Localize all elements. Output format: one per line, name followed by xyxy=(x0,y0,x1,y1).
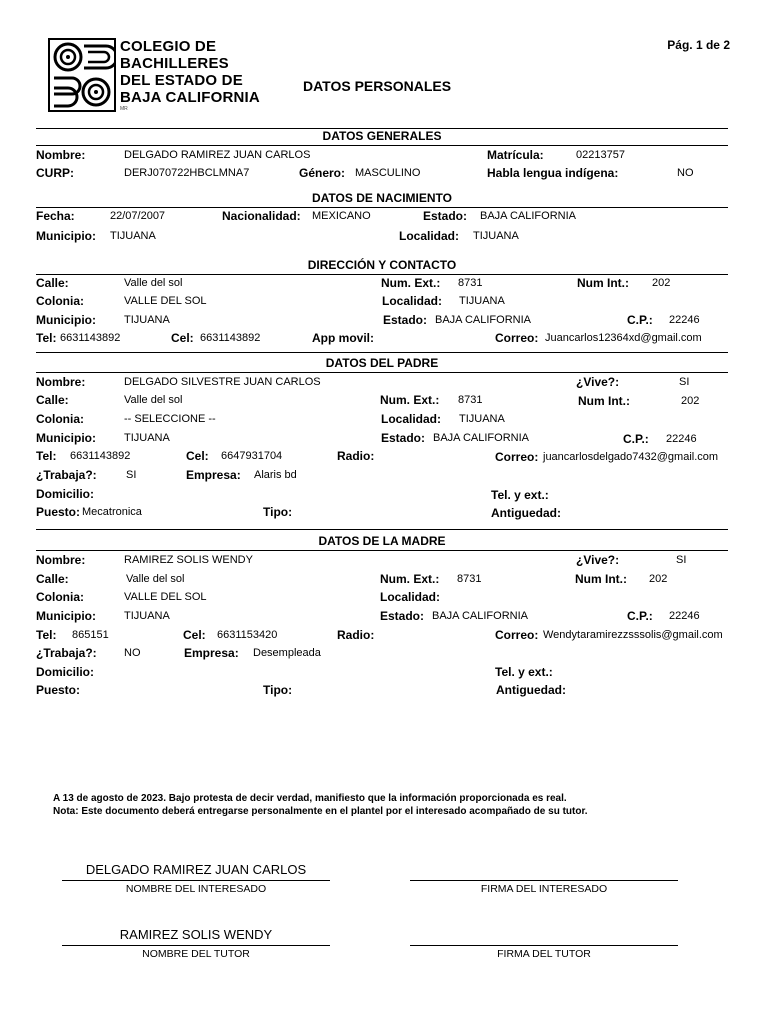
field-label: Tel: xyxy=(36,331,57,345)
section-datos-madre: DATOS DE LA MADRE xyxy=(318,534,446,548)
field-label: Estado: xyxy=(381,431,426,445)
interesado-caption: NOMBRE DEL INTERESADO xyxy=(125,883,267,895)
padre-localidad-value: TIJUANA xyxy=(459,413,505,425)
divider xyxy=(36,207,728,208)
genero-value: MASCULINO xyxy=(355,167,421,179)
madre-tel-value: 865151 xyxy=(72,629,109,641)
padre-calle-value: Valle del sol xyxy=(124,394,183,406)
field-label: Num Int.: xyxy=(577,276,629,290)
interesado-name: DELGADO RAMIREZ JUAN CARLOS xyxy=(85,862,307,877)
field-label: ¿Vive?: xyxy=(576,553,620,567)
field-label: Género: xyxy=(299,166,346,180)
municipio-value: TIJUANA xyxy=(124,314,170,326)
section-datos-nacimiento: DATOS DE NACIMIENTO xyxy=(311,191,452,205)
field-label: Habla lengua indígena: xyxy=(487,166,619,180)
padre-trabaja-value: SI xyxy=(126,469,137,481)
padre-cp-value: 22246 xyxy=(666,433,697,445)
madre-cp-value: 22246 xyxy=(669,610,700,622)
madre-cel-value: 6631153420 xyxy=(217,629,278,641)
logo-trademark: MR xyxy=(120,106,128,112)
madre-correo-value: Wendytaramirezzsssolis@gmail.com xyxy=(543,629,723,641)
padre-empresa-value: Alaris bd xyxy=(254,469,297,481)
field-label: Estado: xyxy=(423,209,468,223)
padre-puesto-value: Mecatronica xyxy=(82,506,142,518)
field-label: Calle: xyxy=(36,276,69,290)
field-label: Puesto: xyxy=(36,683,81,697)
madre-colonia-value: VALLE DEL SOL xyxy=(124,591,207,603)
madre-municipio-value: TIJUANA xyxy=(124,610,170,622)
field-label: Num Int.: xyxy=(578,394,630,408)
madre-numint-value: 202 xyxy=(649,573,668,585)
divider xyxy=(36,274,728,275)
firma-interesado-caption: FIRMA DEL INTERESADO xyxy=(480,883,608,895)
signature-line xyxy=(62,945,330,946)
field-label: Antiguedad: xyxy=(491,506,561,520)
field-label: ¿Trabaja?: xyxy=(36,468,97,482)
padre-municipio-value: TIJUANA xyxy=(124,432,170,444)
field-label: Colonia: xyxy=(36,590,84,604)
divider xyxy=(36,372,728,373)
municipio-value: TIJUANA xyxy=(110,230,156,242)
field-label: Tipo: xyxy=(263,505,293,519)
field-label: Domicilio: xyxy=(36,487,95,501)
page-title: DATOS PERSONALES xyxy=(303,78,452,94)
field-label: Correo: xyxy=(495,450,539,464)
divider xyxy=(36,550,728,551)
field-label: Tel: xyxy=(36,628,57,642)
field-label: Nacionalidad: xyxy=(222,209,301,223)
divider xyxy=(36,529,728,530)
field-label: ¿Vive?: xyxy=(576,375,620,389)
field-label: Estado: xyxy=(383,313,428,327)
madre-trabaja-value: NO xyxy=(124,647,141,659)
field-label: Estado: xyxy=(380,609,425,623)
school-logo xyxy=(48,38,268,114)
colonia-value: VALLE DEL SOL xyxy=(124,295,207,307)
divider xyxy=(36,352,728,353)
curp-value: DERJ070722HBCLMNA7 xyxy=(124,167,250,179)
page-number: Pág. 1 de 2 xyxy=(667,38,730,52)
padre-colonia-value: -- SELECCIONE -- xyxy=(124,413,216,425)
section-direccion-contacto: DIRECCIÓN Y CONTACTO xyxy=(307,258,457,272)
padre-vive-value: SI xyxy=(679,376,690,388)
field-label: Puesto: xyxy=(36,505,81,519)
logo-line-1: COLEGIO DE xyxy=(120,38,217,55)
field-label: Cel: xyxy=(171,331,194,345)
tutor-caption: NOMBRE DEL TUTOR xyxy=(142,948,250,960)
field-label: Localidad: xyxy=(399,229,460,243)
numext-value: 8731 xyxy=(458,277,483,289)
field-label: Calle: xyxy=(36,572,69,586)
field-label: Num. Ext.: xyxy=(380,572,440,586)
declaration-text: A 13 de agosto de 2023. Bajo protesta de decir verdad, manifiesto que la información proporcionada es real. xyxy=(53,793,567,804)
field-label: Colonia: xyxy=(36,412,84,426)
madre-name: RAMIREZ SOLIS WENDY xyxy=(124,554,253,566)
nacionalidad-value: MEXICANO xyxy=(312,210,371,222)
padre-numint-value: 202 xyxy=(681,395,700,407)
madre-numext-value: 8731 xyxy=(457,573,482,585)
field-label: Num Int.: xyxy=(575,572,627,586)
field-label: Num. Ext.: xyxy=(380,393,440,407)
section-datos-generales: DATOS GENERALES xyxy=(322,129,442,143)
tel-value: 6631143892 xyxy=(60,332,121,344)
localidad-value: TIJUANA xyxy=(459,295,505,307)
field-label: CURP: xyxy=(36,166,74,180)
cp-value: 22246 xyxy=(669,314,700,326)
field-label: Localidad: xyxy=(381,412,442,426)
field-label: Num. Ext.: xyxy=(381,276,441,290)
fecha-value: 22/07/2007 xyxy=(110,210,166,222)
estado-value: BAJA CALIFORNIA xyxy=(480,210,576,222)
signature-line xyxy=(62,880,330,881)
field-label: Tel. y ext.: xyxy=(491,488,549,502)
estado-value: BAJA CALIFORNIA xyxy=(435,314,531,326)
logo-line-4: BAJA CALIFORNIA xyxy=(120,89,260,106)
padre-estado-value: BAJA CALIFORNIA xyxy=(433,432,529,444)
field-label: Localidad: xyxy=(382,294,443,308)
field-label: Empresa: xyxy=(186,468,241,482)
field-label: C.P.: xyxy=(627,313,653,327)
note-text: Nota: Este documento deberá entregarse personalmente en el plantel por el interesado acompañado de su tutor. xyxy=(53,806,588,817)
matricula-value: 02213757 xyxy=(576,149,625,161)
field-label: Tel. y ext.: xyxy=(495,665,553,679)
madre-calle-value: Valle del sol xyxy=(126,573,185,585)
school-logo-mark xyxy=(48,38,116,114)
field-label: Correo: xyxy=(495,331,539,345)
field-label: Municipio: xyxy=(36,229,96,243)
signature-line xyxy=(410,945,678,946)
field-label: Nombre: xyxy=(36,375,86,389)
field-label: App movil: xyxy=(312,331,374,345)
field-label: Localidad: xyxy=(380,590,441,604)
firma-tutor-caption: FIRMA DEL TUTOR xyxy=(497,948,591,960)
field-label: Radio: xyxy=(337,449,375,463)
madre-empresa-value: Desempleada xyxy=(253,647,321,659)
field-label: Cel: xyxy=(183,628,206,642)
field-label: Cel: xyxy=(186,449,209,463)
signature-line xyxy=(410,880,678,881)
field-label: Matrícula: xyxy=(487,148,544,162)
field-label: Correo: xyxy=(495,628,539,642)
logo-line-3: DEL ESTADO DE xyxy=(120,72,243,89)
field-label: C.P.: xyxy=(627,609,653,623)
tutor-name: RAMIREZ SOLIS WENDY xyxy=(119,927,273,942)
field-label: Nombre: xyxy=(36,553,86,567)
field-label: Nombre: xyxy=(36,148,86,162)
padre-name: DELGADO SILVESTRE JUAN CARLOS xyxy=(124,376,321,388)
field-label: Antiguedad: xyxy=(496,683,566,697)
padre-correo-value: juancarlosdelgado7432@gmail.com xyxy=(543,451,719,463)
field-label: Tel: xyxy=(36,449,57,463)
correo-value: Juancarlos12364xd@gmail.com xyxy=(545,332,702,344)
localidad-value: TIJUANA xyxy=(473,230,519,242)
field-label: Domicilio: xyxy=(36,665,95,679)
padre-numext-value: 8731 xyxy=(458,394,483,406)
cel-value: 6631143892 xyxy=(200,332,261,344)
field-label: Municipio: xyxy=(36,431,96,445)
calle-value: Valle del sol xyxy=(124,277,183,289)
logo-line-2: BACHILLERES xyxy=(120,55,229,72)
field-label: Radio: xyxy=(337,628,375,642)
divider xyxy=(36,145,728,146)
student-name: DELGADO RAMIREZ JUAN CARLOS xyxy=(124,149,311,161)
padre-cel-value: 6647931704 xyxy=(221,450,283,462)
field-label: Fecha: xyxy=(36,209,75,223)
field-label: ¿Trabaja?: xyxy=(36,646,97,660)
madre-estado-value: BAJA CALIFORNIA xyxy=(432,610,528,622)
field-label: Municipio: xyxy=(36,313,96,327)
numint-value: 202 xyxy=(652,277,671,289)
lengua-value: NO xyxy=(677,167,694,179)
field-label: C.P.: xyxy=(623,432,649,446)
field-label: Empresa: xyxy=(184,646,239,660)
field-label: Colonia: xyxy=(36,294,84,308)
field-label: Municipio: xyxy=(36,609,96,623)
section-datos-padre: DATOS DEL PADRE xyxy=(325,356,439,370)
padre-tel-value: 6631143892 xyxy=(70,450,131,462)
field-label: Tipo: xyxy=(263,683,293,697)
field-label: Calle: xyxy=(36,393,69,407)
madre-vive-value: SI xyxy=(676,554,687,566)
